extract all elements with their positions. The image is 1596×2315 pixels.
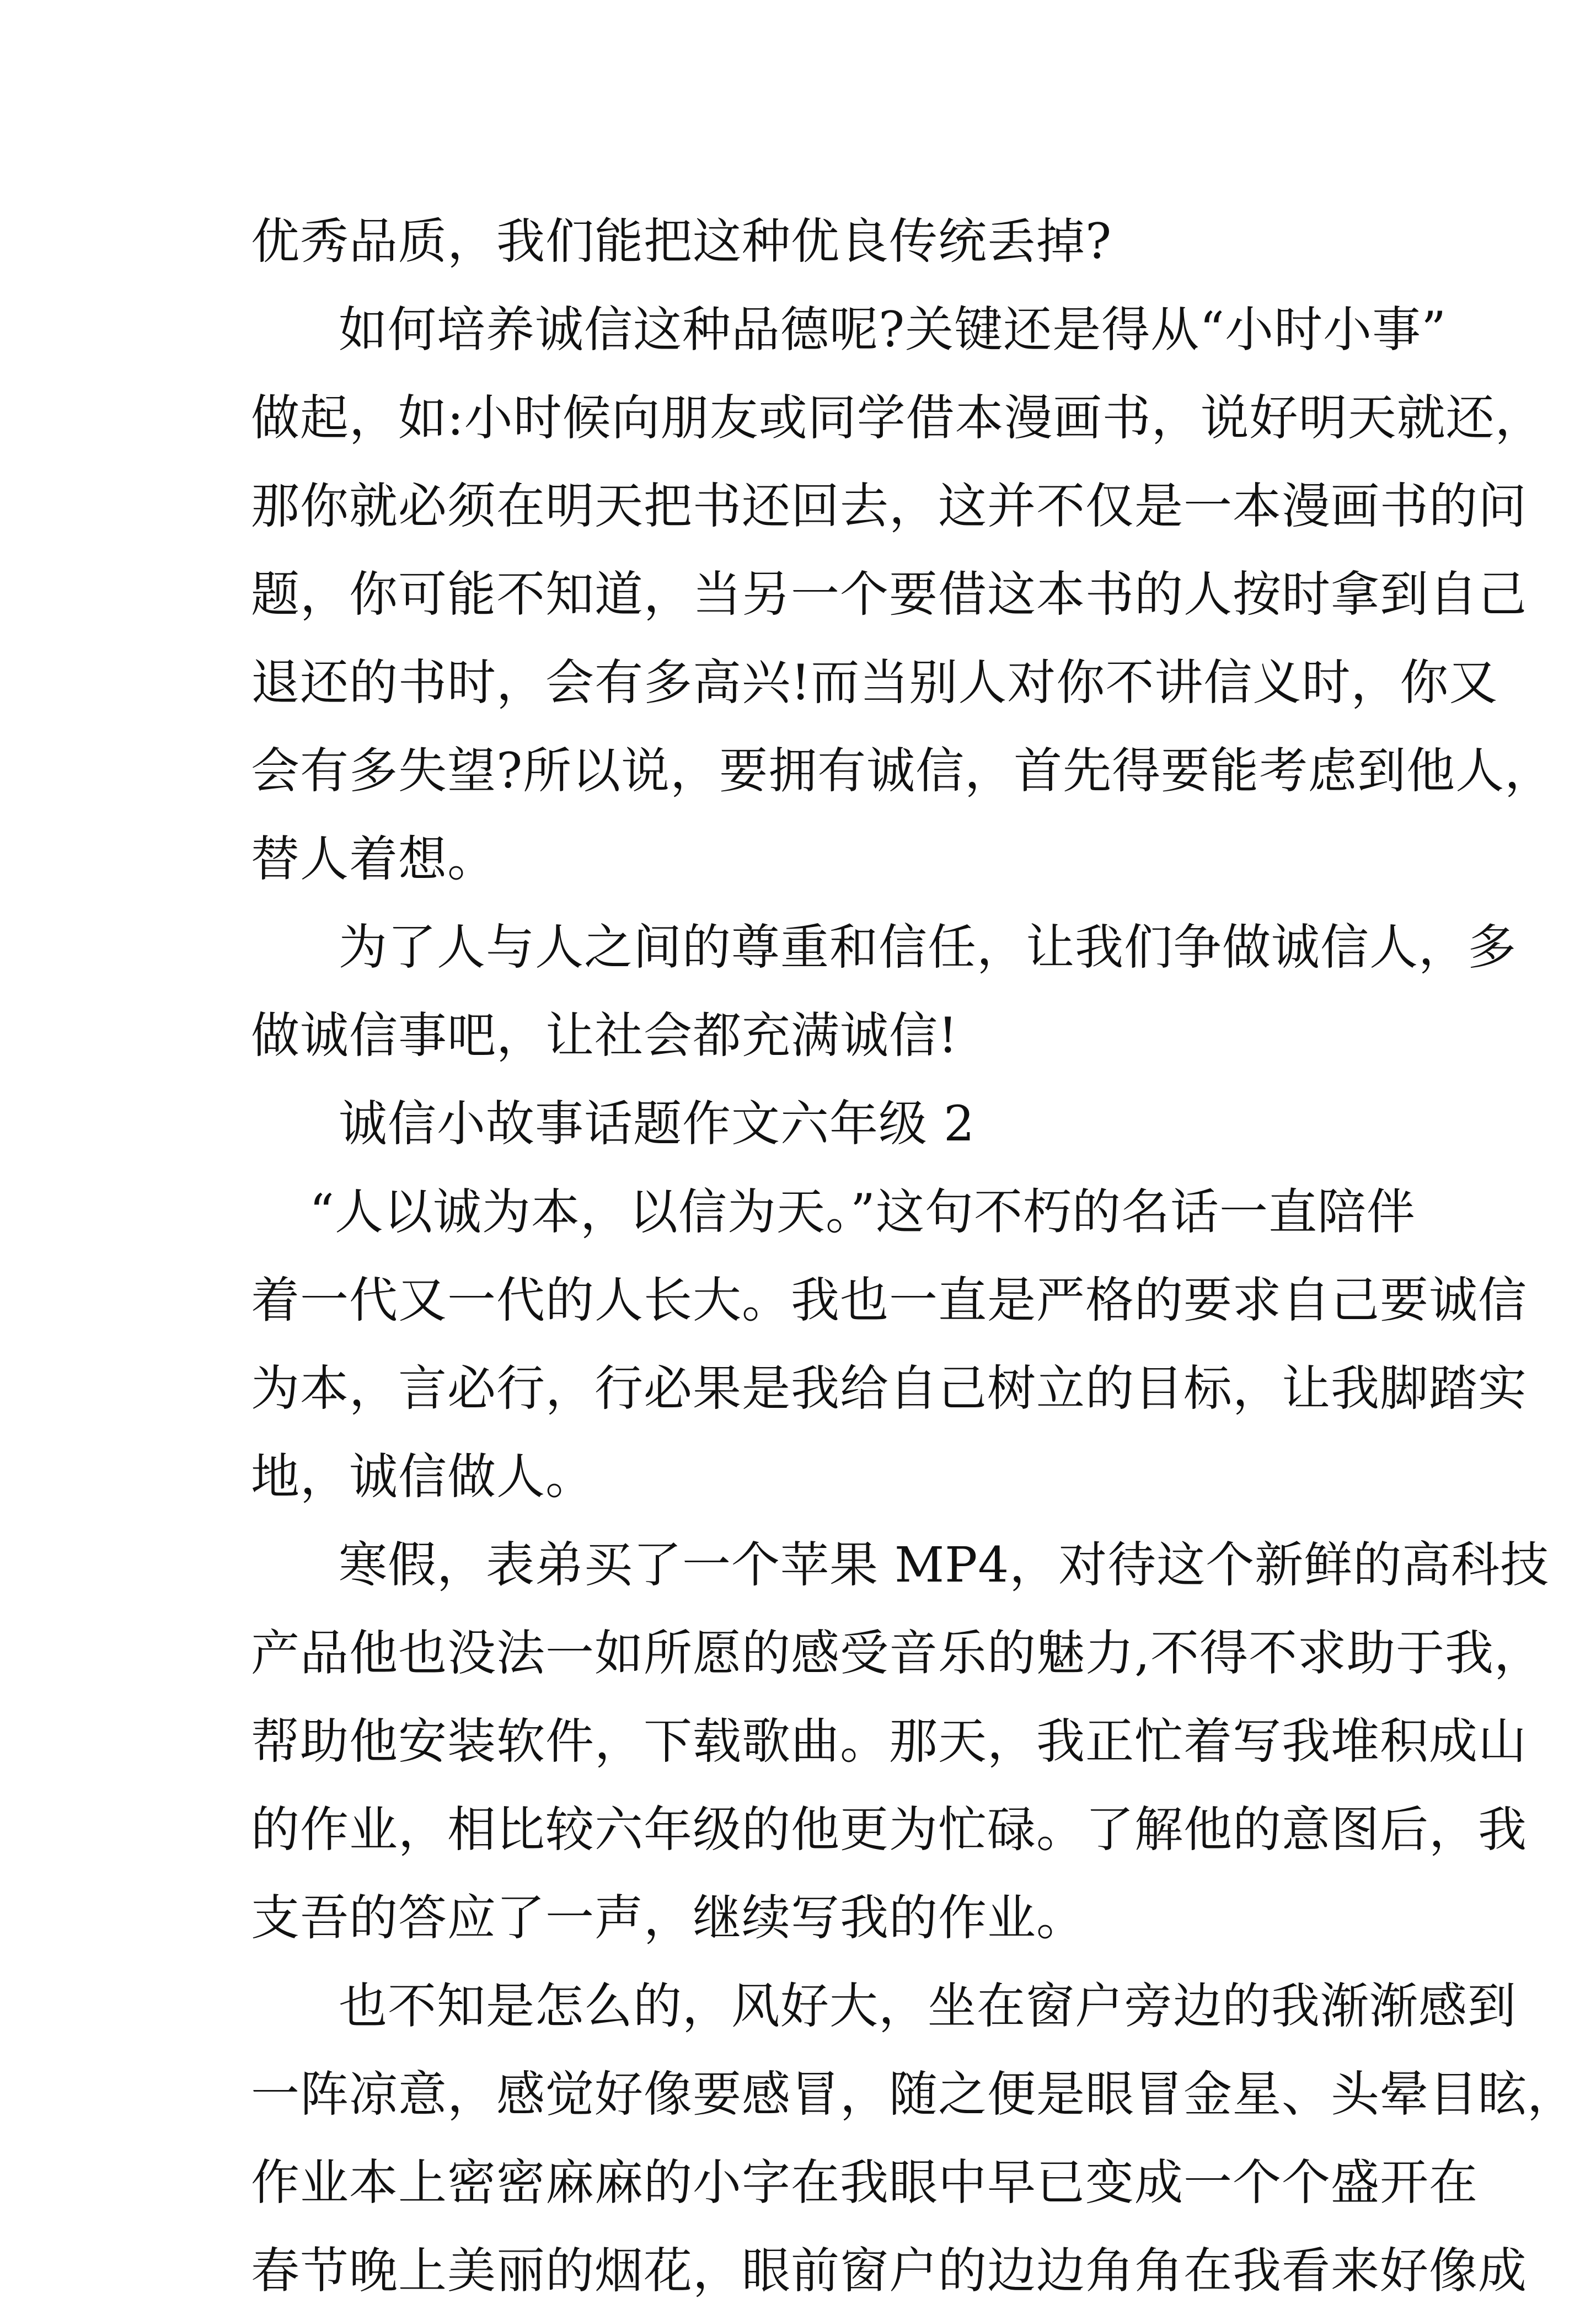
text-line: 做起，如:小时候向朋友或同学借本漫画书，说好明天就还， xyxy=(251,389,1544,446)
text-line: 做诚信事吧，让社会都充满诚信! xyxy=(251,1007,958,1064)
text-line: 如何培养诚信这种品德呢?关键还是得从“小时小事” xyxy=(339,301,1447,358)
text-line: 也不知是怎么的，风好大，坐在窗户旁边的我渐渐感到 xyxy=(339,1978,1517,2034)
text-line: 题，你可能不知道，当另一个要借这本书的人按时拿到自己 xyxy=(251,566,1528,623)
section-heading: 诚信小故事话题作文六年级 2 xyxy=(339,1095,975,1152)
text-line: 替人着想。 xyxy=(251,830,497,887)
text-line: 春节晚上美丽的烟花，眼前窗户的边边角角在我看来好像成 xyxy=(251,2242,1528,2299)
text-line: 退还的书时，会有多高兴!而当别人对你不讲信义时，你又 xyxy=(251,654,1498,711)
text-line: 那你就必须在明天把书还回去，这并不仅是一本漫画书的问 xyxy=(251,478,1528,534)
text-line: 帮助他安装软件，下载歌曲。那天，我正忙着写我堆积成山 xyxy=(251,1713,1528,1770)
text-line: 一阵凉意，感觉好像要感冒，随之便是眼冒金星、头晕目眩， xyxy=(251,2066,1577,2123)
text-line: 着一代又一代的人长大。我也一直是严格的要求自己要诚信 xyxy=(251,1272,1528,1328)
text-line: 的作业，相比较六年级的他更为忙碌。了解他的意图后，我 xyxy=(251,1801,1528,1858)
document-body xyxy=(251,197,1577,2315)
text-line: 优秀品质，我们能把这种优良传统丢掉? xyxy=(251,213,1112,270)
text-line: 会有多失望?所以说，要拥有诚信，首先得要能考虑到他人， xyxy=(251,742,1554,799)
text-line: 支吾的答应了一声，继续写我的作业。 xyxy=(251,1889,1086,1946)
text-line: 寒假，表弟买了一个苹果 MP4，对待这个新鲜的高科技 xyxy=(339,1536,1550,1593)
text-line: 产品他也没法一如所愿的感受音乐的魅力,不得不求助于我， xyxy=(251,1625,1543,1681)
text-line: “人以诚为本，以信为天。”这句不朽的名话一直陪伴 xyxy=(309,1183,1416,1240)
text-line: 为本，言必行，行必果是我给自己树立的目标，让我脚踏实 xyxy=(251,1360,1528,1417)
text-line: 为了人与人之间的尊重和信任，让我们争做诚信人，多 xyxy=(339,919,1517,976)
text-line: 作业本上密密麻麻的小字在我眼中早已变成一个个盛开在 xyxy=(251,2154,1479,2211)
text-line: 地，诚信做人。 xyxy=(251,1448,595,1505)
